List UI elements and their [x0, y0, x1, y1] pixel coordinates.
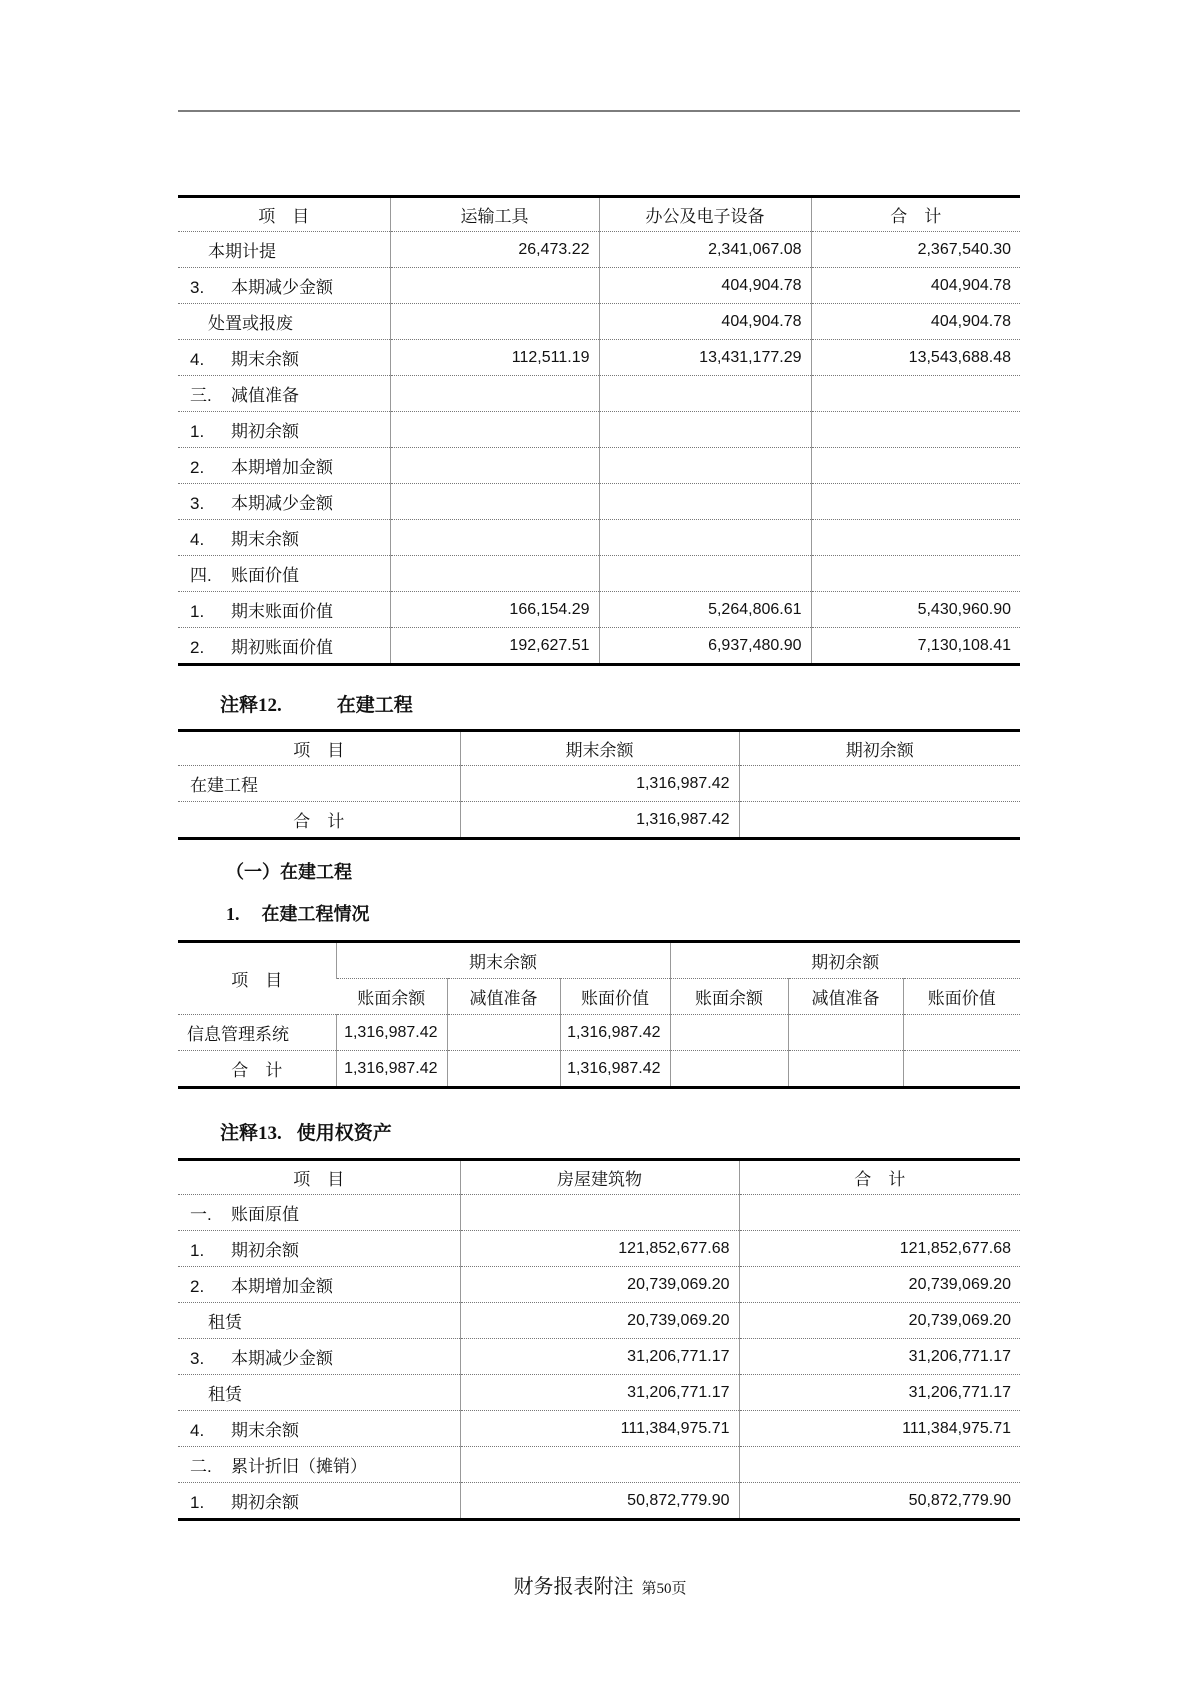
- value-cell: [670, 1051, 788, 1088]
- note12-heading: [220, 694, 413, 718]
- cip-subheading-2: [226, 902, 370, 926]
- cip-detail-table: [178, 940, 1020, 1089]
- subcolumn-header-book-value: 账面价值: [903, 979, 1020, 1015]
- value-cell: [739, 766, 1020, 802]
- table-row: [178, 304, 1020, 340]
- value-cell: 121,852,677.68: [460, 1231, 739, 1267]
- value-cell: [788, 1051, 903, 1088]
- row-label: [178, 232, 390, 268]
- row-label: 信息管理系统: [178, 1015, 336, 1051]
- row-label: [178, 448, 390, 484]
- group-header-ending-balance: 期末余额: [336, 942, 670, 979]
- value-cell: [390, 412, 599, 448]
- row-label-text: 期末余额: [231, 350, 299, 369]
- table-row: [178, 1015, 1020, 1051]
- value-cell: [599, 520, 811, 556]
- table-row: [178, 520, 1020, 556]
- table-row: [178, 1303, 1020, 1339]
- row-label: [178, 592, 390, 628]
- note13-number: 注释13.: [220, 1123, 282, 1144]
- row-number: 二.: [190, 1457, 212, 1476]
- row-number: 2.: [190, 638, 205, 657]
- column-header-ending-balance: 期末余额: [460, 731, 739, 766]
- row-label: [178, 1303, 460, 1339]
- value-cell: [390, 304, 599, 340]
- table-row: [178, 1339, 1020, 1375]
- value-cell: [811, 484, 1020, 520]
- value-cell: [447, 1015, 560, 1051]
- row-number: 1.: [190, 1493, 205, 1512]
- value-cell: [390, 268, 599, 304]
- table-row: [178, 766, 1020, 802]
- value-cell: 1,316,987.42: [560, 1051, 670, 1088]
- value-cell: 111,384,975.71: [460, 1411, 739, 1447]
- subcolumn-header-book-value: 账面价值: [560, 979, 670, 1015]
- table-header-row: [178, 731, 1020, 766]
- row-label-text: 处置或报废: [208, 314, 293, 333]
- value-cell: 20,739,069.20: [460, 1303, 739, 1339]
- table-row: [178, 1411, 1020, 1447]
- value-cell: [739, 1195, 1020, 1231]
- value-cell: 5,430,960.90: [811, 592, 1020, 628]
- value-cell: 20,739,069.20: [460, 1267, 739, 1303]
- column-header-beginning-balance: 期初余额: [739, 731, 1020, 766]
- row-label-text: 本期减少金额: [231, 494, 333, 513]
- column-header-buildings: 房屋建筑物: [460, 1160, 739, 1195]
- row-label: [178, 1231, 460, 1267]
- value-cell: [811, 376, 1020, 412]
- subheading-title: 在建工程情况: [261, 904, 370, 924]
- table-row: [178, 412, 1020, 448]
- row-number: 三.: [190, 386, 212, 405]
- value-cell: 13,543,688.48: [811, 340, 1020, 376]
- value-cell: 2,367,540.30: [811, 232, 1020, 268]
- note13-heading: [220, 1122, 392, 1146]
- fixed-assets-depreciation-table: [178, 195, 1020, 666]
- column-header-vehicles: 运输工具: [390, 197, 599, 232]
- page-footer: [0, 1570, 1200, 1599]
- row-label: [178, 1483, 460, 1520]
- value-cell: [903, 1051, 1020, 1088]
- row-number: 一.: [190, 1205, 212, 1224]
- value-cell: 50,872,779.90: [739, 1483, 1020, 1520]
- column-header-item: 项 目: [293, 741, 345, 760]
- group-header-beginning-balance: 期初余额: [670, 942, 1020, 979]
- value-cell: [739, 1447, 1020, 1483]
- row-label: 在建工程: [178, 766, 460, 802]
- value-cell: 31,206,771.17: [739, 1375, 1020, 1411]
- note12-number: 注释12.: [220, 695, 282, 716]
- row-label-text: 期初余额: [231, 1493, 299, 1512]
- table-row: [178, 268, 1020, 304]
- table-row: [178, 376, 1020, 412]
- row-label-text: 租赁: [208, 1385, 242, 1404]
- right-of-use-assets-table: [178, 1158, 1020, 1521]
- value-cell: [460, 1195, 739, 1231]
- column-header-item: 项 目: [231, 971, 283, 990]
- table-row-total: [178, 802, 1020, 839]
- table-row: [178, 232, 1020, 268]
- value-cell: 2,341,067.08: [599, 232, 811, 268]
- row-label: 合 计: [178, 1051, 336, 1088]
- value-cell: 20,739,069.20: [739, 1267, 1020, 1303]
- value-cell: 1,316,987.42: [560, 1015, 670, 1051]
- row-number: 四.: [190, 566, 212, 585]
- column-header-item: 项 目: [258, 207, 310, 226]
- row-label-text: 本期计提: [208, 242, 276, 261]
- table-row: [178, 1375, 1020, 1411]
- column-header-total: 合 计: [739, 1160, 1020, 1195]
- row-number: 3.: [190, 1349, 205, 1368]
- row-number: 3.: [190, 278, 205, 297]
- row-label-text: 期初余额: [231, 422, 299, 441]
- value-cell: [788, 1015, 903, 1051]
- row-label: [178, 556, 390, 592]
- value-cell: 112,511.19: [390, 340, 599, 376]
- row-label: [178, 1375, 460, 1411]
- subcolumn-header-book-balance: 账面余额: [670, 979, 788, 1015]
- table-row: [178, 1231, 1020, 1267]
- row-label-text: 账面价值: [231, 566, 299, 585]
- value-cell: 192,627.51: [390, 628, 599, 665]
- table-row: [178, 1195, 1020, 1231]
- footer-title: 财务报表附注: [513, 1576, 634, 1598]
- row-label-text: 期末余额: [231, 1421, 299, 1440]
- column-header-total: 合 计: [811, 197, 1020, 232]
- table-row: [178, 1483, 1020, 1520]
- value-cell: 1,316,987.42: [460, 802, 739, 839]
- row-label-text: 本期减少金额: [231, 278, 333, 297]
- value-cell: [390, 376, 599, 412]
- table-row: [178, 1447, 1020, 1483]
- subcolumn-header-book-balance: 账面余额: [336, 979, 447, 1015]
- value-cell: 31,206,771.17: [460, 1339, 739, 1375]
- table-row: [178, 484, 1020, 520]
- value-cell: [390, 448, 599, 484]
- value-cell: [390, 484, 599, 520]
- row-label: [178, 268, 390, 304]
- row-label-text: 期初余额: [231, 1241, 299, 1260]
- row-number: 1.: [190, 602, 205, 621]
- table-header-row: [178, 1160, 1020, 1195]
- row-number: 4.: [190, 350, 205, 369]
- value-cell: [599, 448, 811, 484]
- page-header-rule: [178, 110, 1020, 112]
- table-header-row: [178, 197, 1020, 232]
- row-label: [178, 304, 390, 340]
- row-label-text: 租赁: [208, 1313, 242, 1332]
- value-cell: 1,316,987.42: [336, 1051, 447, 1088]
- row-label: [178, 1447, 460, 1483]
- value-cell: 31,206,771.17: [739, 1339, 1020, 1375]
- value-cell: 50,872,779.90: [460, 1483, 739, 1520]
- row-label: [178, 376, 390, 412]
- table-header-row: [178, 942, 1020, 979]
- value-cell: 404,904.78: [599, 304, 811, 340]
- table-row: [178, 556, 1020, 592]
- value-cell: [811, 556, 1020, 592]
- value-cell: 31,206,771.17: [460, 1375, 739, 1411]
- value-cell: 404,904.78: [811, 304, 1020, 340]
- row-label-text: 本期增加金额: [231, 458, 333, 477]
- row-label: [178, 1267, 460, 1303]
- value-cell: [903, 1015, 1020, 1051]
- value-cell: 1,316,987.42: [460, 766, 739, 802]
- value-cell: 13,431,177.29: [599, 340, 811, 376]
- value-cell: 404,904.78: [599, 268, 811, 304]
- row-label: [178, 484, 390, 520]
- subheading-number: 1.: [226, 904, 240, 924]
- table-row: [178, 1267, 1020, 1303]
- value-cell: 6,937,480.90: [599, 628, 811, 665]
- row-label: [178, 340, 390, 376]
- row-label-text: 本期减少金额: [231, 1349, 333, 1368]
- value-cell: 5,264,806.61: [599, 592, 811, 628]
- value-cell: [447, 1051, 560, 1088]
- value-cell: [390, 556, 599, 592]
- subcolumn-header-impairment: 减值准备: [447, 979, 560, 1015]
- value-cell: [811, 520, 1020, 556]
- cip-subheading-1: （一）在建工程: [226, 862, 352, 882]
- value-cell: 121,852,677.68: [739, 1231, 1020, 1267]
- value-cell: [811, 412, 1020, 448]
- value-cell: 7,130,108.41: [811, 628, 1020, 665]
- row-label: [178, 628, 390, 665]
- value-cell: 166,154.29: [390, 592, 599, 628]
- value-cell: 404,904.78: [811, 268, 1020, 304]
- value-cell: [599, 376, 811, 412]
- value-cell: [460, 1447, 739, 1483]
- construction-in-progress-table: [178, 729, 1020, 840]
- table-row: [178, 628, 1020, 665]
- row-label-text: 期末余额: [231, 530, 299, 549]
- row-number: 1.: [190, 1241, 205, 1260]
- subcolumn-header-impairment: 减值准备: [788, 979, 903, 1015]
- value-cell: 20,739,069.20: [739, 1303, 1020, 1339]
- value-cell: [670, 1015, 788, 1051]
- value-cell: [739, 802, 1020, 839]
- row-number: 2.: [190, 458, 205, 477]
- note12-title: 在建工程: [336, 695, 413, 716]
- row-label-text: 期初账面价值: [231, 638, 333, 657]
- value-cell: 26,473.22: [390, 232, 599, 268]
- row-label-text: 累计折旧（摊销）: [231, 1457, 367, 1476]
- row-label-text: 期末账面价值: [231, 602, 333, 621]
- note13-title: 使用权资产: [296, 1123, 392, 1144]
- row-label: 合 计: [178, 802, 460, 839]
- column-header-item: 项 目: [293, 1170, 345, 1189]
- row-label-text: 本期增加金额: [231, 1277, 333, 1296]
- value-cell: [390, 520, 599, 556]
- table-row-total: [178, 1051, 1020, 1088]
- row-number: 4.: [190, 530, 205, 549]
- row-label-text: 账面原值: [231, 1205, 299, 1224]
- row-label: [178, 1195, 460, 1231]
- row-label: [178, 1339, 460, 1375]
- value-cell: 1,316,987.42: [336, 1015, 447, 1051]
- value-cell: [599, 556, 811, 592]
- footer-page-number: 第50页: [641, 1581, 687, 1597]
- row-number: 1.: [190, 422, 205, 441]
- column-header-office-equipment: 办公及电子设备: [599, 197, 811, 232]
- row-label: [178, 520, 390, 556]
- value-cell: [599, 484, 811, 520]
- value-cell: [599, 412, 811, 448]
- table-row: [178, 592, 1020, 628]
- row-number: 2.: [190, 1277, 205, 1296]
- value-cell: 111,384,975.71: [739, 1411, 1020, 1447]
- row-label: [178, 412, 390, 448]
- table-row: [178, 448, 1020, 484]
- row-number: 3.: [190, 494, 205, 513]
- row-label: [178, 1411, 460, 1447]
- value-cell: [811, 448, 1020, 484]
- row-label-text: 减值准备: [231, 386, 299, 405]
- row-number: 4.: [190, 1421, 205, 1440]
- table-row: [178, 340, 1020, 376]
